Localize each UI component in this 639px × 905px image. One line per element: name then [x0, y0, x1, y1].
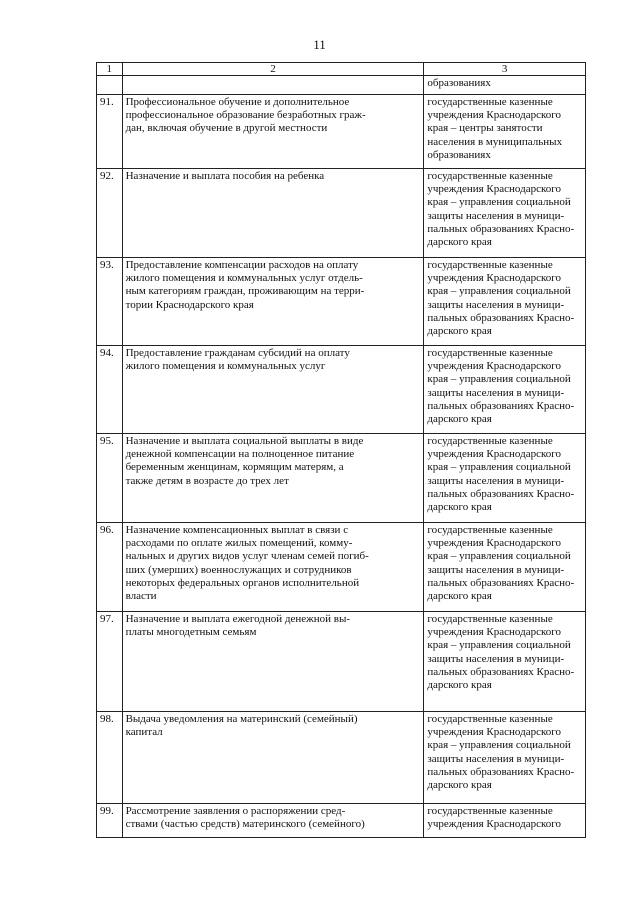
row-number: 97. [97, 612, 123, 712]
row-number: 93. [97, 258, 123, 346]
header-col-3: 3 [424, 63, 586, 76]
table-row [97, 258, 586, 346]
row-institution: государственные казенные учреждения Краснодарского края – управления социальной защиты населения в муници- пальных образованиях Красно- дарского края [424, 612, 586, 712]
header-col-2: 2 [122, 63, 424, 76]
table-row [97, 169, 586, 258]
row-number: 96. [97, 523, 123, 612]
continuation-row [97, 76, 586, 95]
services-table [96, 62, 586, 838]
row-number: 91. [97, 95, 123, 169]
row-service: Назначение и выплата ежегодной денежной вы- платы многодетным семьям [122, 612, 424, 712]
table-row [97, 712, 586, 804]
row-institution: государственные казенные учреждения Краснодарского [424, 804, 586, 838]
row-number: 95. [97, 434, 123, 523]
page-number: 11 [313, 37, 326, 52]
row-service: Профессиональное обучение и дополнительное профессиональное образование безработных граж- дан, включая обучение в другой местности [122, 95, 424, 169]
table-row [97, 95, 586, 169]
continuation-service-cell [122, 76, 424, 95]
table-row [97, 434, 586, 523]
row-institution: государственные казенные учреждения Краснодарского края – управления социальной защиты населения в муници- пальных образованиях Красно- дарского края [424, 712, 586, 804]
continuation-institution-cell: образованиях [424, 76, 586, 95]
row-institution: государственные казенные учреждения Краснодарского края – управления социальной защиты населения в муници- пальных образованиях Красно- дарского края [424, 258, 586, 346]
table-header-row [97, 63, 586, 76]
row-service: Предоставление гражданам субсидий на оплату жилого помещения и коммунальных услуг [122, 346, 424, 434]
row-service: Рассмотрение заявления о распоряжении сред- ствами (частью средств) материнского (семейного) [122, 804, 424, 838]
row-institution: государственные казенные учреждения Краснодарского края – управления социальной защиты населения в муници- пальных образованиях Красно- дарского края [424, 169, 586, 258]
header-col-1: 1 [97, 63, 123, 76]
table-row [97, 523, 586, 612]
row-number: 94. [97, 346, 123, 434]
table-row [97, 346, 586, 434]
row-institution: государственные казенные учреждения Краснодарского края – управления социальной защиты населения в муници- пальных образованиях Красно- дарского края [424, 346, 586, 434]
row-service: Предоставление компенсации расходов на оплату жилого помещения и коммунальных услуг отдель- ным категориям граждан, проживающим на терри- тории Краснодарского края [122, 258, 424, 346]
row-service: Назначение компенсационных выплат в связи с расходами по оплате жилых помещений, комму- нальных и других видов услуг членам семей погиб- ших (умерших) военнослужащих и сотрудников некоторых федеральных органов исполнительной власти [122, 523, 424, 612]
table-row [97, 612, 586, 712]
row-institution: государственные казенные учреждения Краснодарского края – управления социальной защиты населения в муници- пальных образованиях Красно- дарского края [424, 434, 586, 523]
row-service: Назначение и выплата социальной выплаты в виде денежной компенсации на полноценное питание беременным женщинам, кормящим матерям, а также детям в возрасте до трех лет [122, 434, 424, 523]
row-number: 98. [97, 712, 123, 804]
row-service: Назначение и выплата пособия на ребенка [122, 169, 424, 258]
row-institution: государственные казенные учреждения Краснодарского края – управления социальной защиты населения в муници- пальных образованиях Красно- дарского края [424, 523, 586, 612]
row-number: 99. [97, 804, 123, 838]
continuation-num-cell [97, 76, 123, 95]
row-institution: государственные казенные учреждения Краснодарского края – центры занятости населения в муниципальных образованиях [424, 95, 586, 169]
table-row [97, 804, 586, 838]
row-service: Выдача уведомления на материнский (семейный) капитал [122, 712, 424, 804]
row-number: 92. [97, 169, 123, 258]
